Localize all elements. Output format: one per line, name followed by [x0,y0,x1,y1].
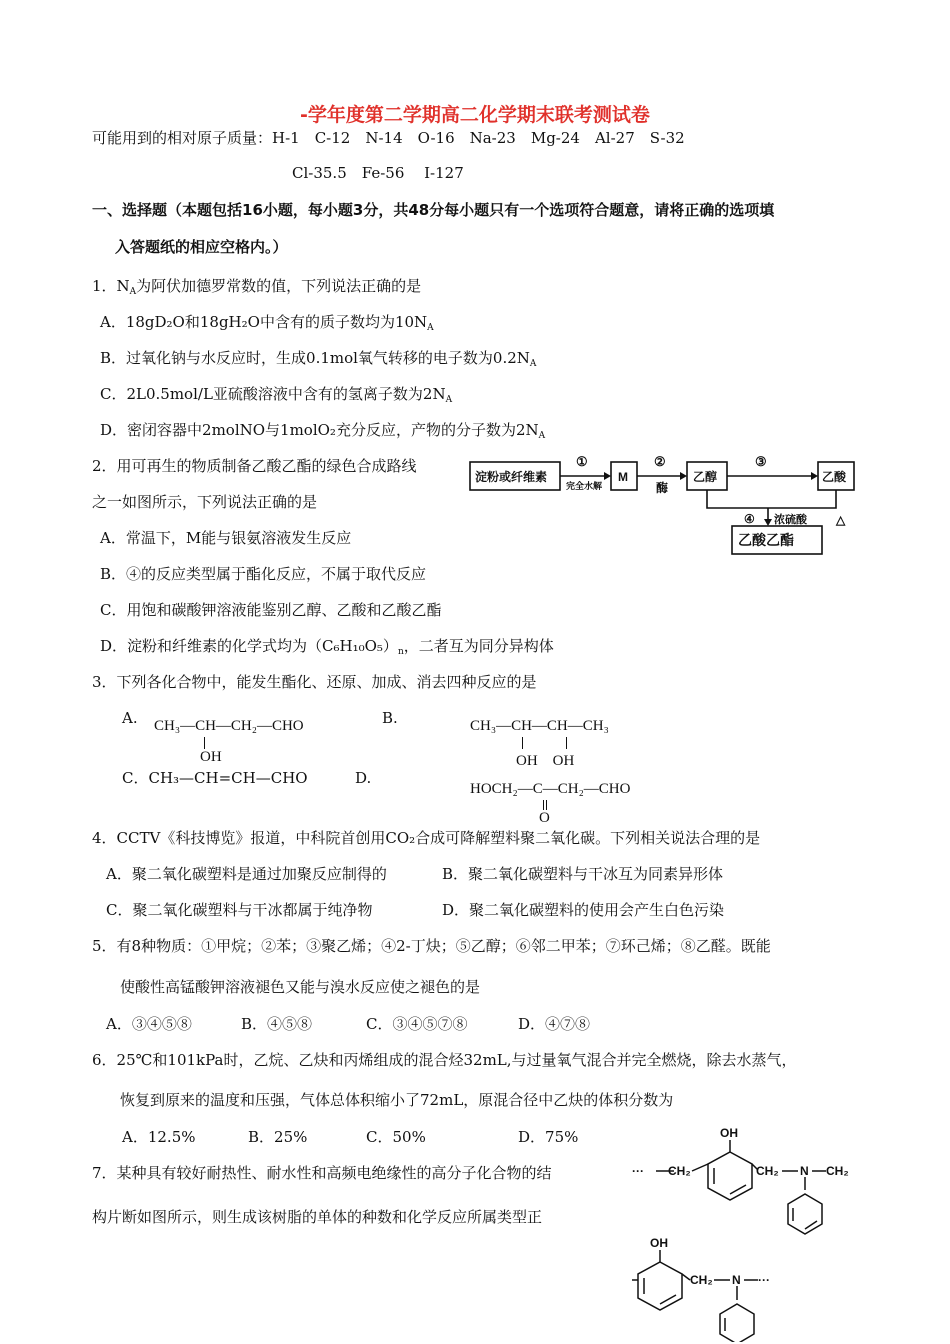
oh-label-2: OH [650,1236,668,1250]
arrow-ethanol-down [707,490,768,508]
q5-stem-line1: 5．有8种物质：①甲烷；②苯；③聚乙烯；④2-丁炔；⑤乙醇；⑥邻二甲苯；⑦环己烯；⑧乙醛。既能 [92,937,771,955]
q2-option-c: C．用饱和碳酸钾溶液能鉴别乙醇、乙酸和乙酸乙酯 [100,601,442,619]
q3-option-a-formula: CH₃—CH—CH₂—CHO [154,718,304,734]
n-label-2: N [732,1273,741,1287]
q6-option-d: D．75% [518,1128,579,1146]
box-ester-label: 乙酸乙酯 [738,532,794,548]
q5-option-c: C．③④⑤⑦⑧ [366,1015,468,1033]
step2-marker: ② [654,454,666,469]
ch2-label-3: CH₂ [826,1164,849,1178]
box-start-label: 淀粉或纤维素 [475,470,548,484]
q3-option-b-formula: CH₃—CH—CH—CH₃ [470,718,609,734]
q3-option-c: C．CH₃—CH=CH—CHO [122,769,308,787]
q3-b-bond-2 [566,737,567,749]
q1-option-a: A．18gD₂O和18gH₂O中含有的质子数均为$10N_A$ [100,313,434,333]
polymer-structure-diagram [630,1122,870,1342]
ch2-label-2: CH₂ [756,1164,779,1178]
synthesis-route-diagram [468,448,858,560]
q6-option-b: B．25% [248,1128,308,1146]
q1-option-c: C．2L0.5mol/L亚硫酸溶液中含有的氢离子数为$2N_A$ [100,385,453,405]
page-title: -学年度第二学期高二化学期末联考测试卷 [300,104,650,126]
q6-stem-line2: 恢复到原来的温度和压强，气体总体积缩小了72mL，原混合径中乙炔的体积分数为 [120,1091,674,1109]
box-ethanol-label: 乙醇 [693,470,718,484]
step3-marker: ③ [755,454,767,469]
section1-heading-line2: 入答题纸的相应空格内。） [115,238,288,256]
q7-stem-line2: 构片断如图所示，则生成该树脂的单体的种数和化学反应所属类型正 [92,1208,543,1226]
q4-option-a: A．聚二氧化碳塑料是通过加聚反应制得的 [106,865,387,883]
q3-option-b-label: B. [382,709,398,727]
step2-note: 酶 [656,481,669,495]
q3-option-a-oh: OH [200,749,222,765]
q3-d-bond-1 [543,800,544,810]
q5-stem-line2: 使酸性高锰酸钾溶液褪色又能与溴水反应使之褪色的是 [120,978,481,996]
q6-stem-line1: 6．25℃和101kPa时，乙烷、乙炔和丙烯组成的混合烃32mL,与过量氧气混合并完全燃烧，除去水蒸气， [92,1051,797,1069]
box-m-label: M [618,470,628,484]
n-label-1: N [800,1164,809,1178]
ch2-label-4: CH₂ [690,1273,713,1287]
q2-option-d: D．淀粉和纤维素的化学式均为$(C_6H_{10}O_5)_n$，二者互为同分异构体 [100,637,554,657]
dots-right: ··· [758,1273,770,1287]
q3-option-a-label: A. [122,709,138,727]
arrow-acid-down [768,490,836,508]
q6-option-a: A．12.5% [122,1128,196,1146]
q1-option-d: D．密闭容器中2molNO与1molO₂充分反应，产物的分子数为$2N_A$ [100,421,546,441]
q4-stem: 4．CCTV《科技博览》报道，中科院首创用CO₂合成可降解塑料聚二氧化碳。下列相关说法合理的是 [92,829,761,847]
step1-note: 完全水解 [566,481,603,491]
heat-symbol: △ [836,513,846,527]
q5-option-d: D．④⑦⑧ [518,1015,591,1033]
q1-option-b: B．过氧化钠与水反应时，生成0.1mol氧气转移的电子数为$0.2N_A$ [100,349,537,369]
q3-option-d-label: D. [355,769,372,787]
q3-a-bond [204,737,205,749]
q3-d-bond-2 [546,800,547,810]
q4-option-c: C．聚二氧化碳塑料与干冰都属于纯净物 [106,901,373,919]
q7-stem-line1: 7．某种具有较好耐热性、耐水性和高频电绝缘性的高分子化合物的结 [92,1164,552,1182]
q3-option-b-oh: OH OH [516,753,575,769]
atomic-masses-line2: Cl-35.5 Fe-56 I-127 [292,164,464,182]
q3-b-bond-1 [522,737,523,749]
q3-option-d-o: O [539,810,550,826]
step1-marker: ① [576,454,588,469]
step4-marker: ④ [744,512,755,526]
q2-option-b: B．④的反应类型属于酯化反应，不属于取代反应 [100,565,427,583]
q2-stem-line1: 2．用可再生的物质制备乙酸乙酯的绿色合成路线 [92,457,417,475]
q2-option-a: A．常温下，M能与银氨溶液发生反应 [100,529,352,547]
q4-option-b: B．聚二氧化碳塑料与干冰互为同素异形体 [442,865,724,883]
q6-option-c: C．50% [366,1128,426,1146]
ch2-label-1: CH₂ [668,1164,691,1178]
q1-stem: 1．$N_A$为阿伏加德罗常数的值，下列说法正确的是 [92,277,422,297]
q5-option-a: A．③④⑤⑧ [106,1015,192,1033]
dots-left: ··· [632,1164,644,1178]
q5-option-b: B．④⑤⑧ [241,1015,313,1033]
atomic-masses-line1: 可能用到的相对原子质量：H-1 C-12 N-14 O-16 Na-23 Mg-24 Al-27 S-32 [92,129,685,147]
q3-option-d-formula: HOCH₂—C—CH₂—CHO [470,781,631,797]
q2-stem-line2: 之一如图所示，下列说法正确的是 [92,493,318,511]
q3-stem: 3．下列各化合物中，能发生酯化、还原、加成、消去四种反应的是 [92,673,537,691]
step4-note: 浓硫酸 [774,514,807,526]
q4-option-d: D．聚二氧化碳塑料的使用会产生白色污染 [442,901,725,919]
box-acid-label: 乙酸 [822,470,847,484]
oh-label-1: OH [720,1126,738,1140]
section1-heading-line1: 一、选择题（本题包括16小题，每小题3分，共48分每小题只有一个选项符合题意，请将正确的选项填 [92,201,775,219]
